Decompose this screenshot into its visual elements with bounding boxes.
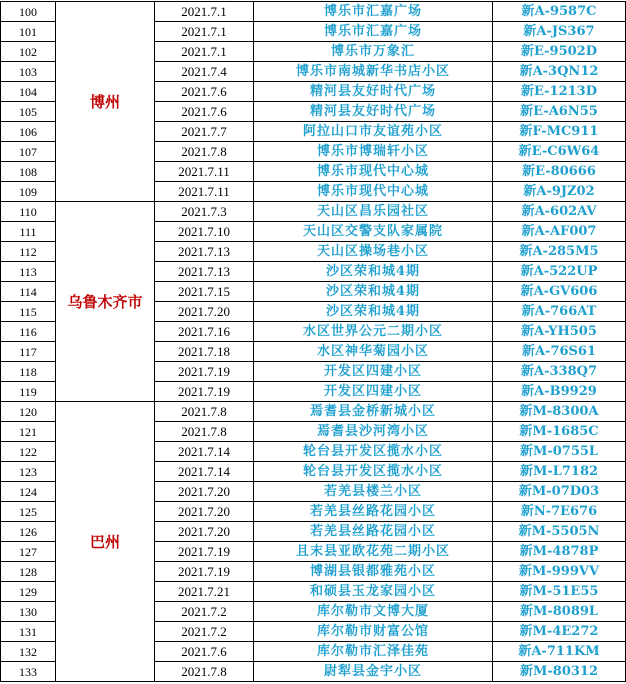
records-table bbox=[0, 1, 626, 682]
row-number-cell: 116 bbox=[1, 322, 56, 342]
license-plate-cell: 新M-5505N bbox=[493, 522, 626, 542]
date-cell: 2021.7.14 bbox=[155, 462, 254, 482]
date-cell: 2021.7.3 bbox=[155, 202, 254, 222]
license-plate-cell: 新M-51E55 bbox=[493, 582, 626, 602]
location-cell: 和硕县玉龙家园小区 bbox=[254, 582, 493, 602]
license-plate-cell: 新M-L7182 bbox=[493, 462, 626, 482]
date-cell: 2021.7.7 bbox=[155, 122, 254, 142]
date-cell: 2021.7.6 bbox=[155, 642, 254, 662]
date-cell: 2021.7.8 bbox=[155, 662, 254, 682]
date-cell: 2021.7.1 bbox=[155, 22, 254, 42]
row-number-cell: 109 bbox=[1, 182, 56, 202]
license-plate-cell: 新M-4878P bbox=[493, 542, 626, 562]
date-cell: 2021.7.20 bbox=[155, 502, 254, 522]
license-plate-cell: 新A-285M5 bbox=[493, 242, 626, 262]
license-plate-cell: 新A-9JZ02 bbox=[493, 182, 626, 202]
location-cell: 若羌县丝路花园小区 bbox=[254, 502, 493, 522]
row-number-cell: 110 bbox=[1, 202, 56, 222]
date-cell: 2021.7.20 bbox=[155, 302, 254, 322]
license-plate-cell: 新M-999VV bbox=[493, 562, 626, 582]
row-number-cell: 128 bbox=[1, 562, 56, 582]
row-number-cell: 113 bbox=[1, 262, 56, 282]
row-number-cell: 126 bbox=[1, 522, 56, 542]
license-plate-cell: 新M-0755L bbox=[493, 442, 626, 462]
license-plate-cell: 新A-602AV bbox=[493, 202, 626, 222]
date-cell: 2021.7.8 bbox=[155, 422, 254, 442]
row-number-cell: 131 bbox=[1, 622, 56, 642]
location-cell: 库尔勒市文博大厦 bbox=[254, 602, 493, 622]
license-plate-cell: 新A-766AT bbox=[493, 302, 626, 322]
date-cell: 2021.7.2 bbox=[155, 602, 254, 622]
location-cell: 焉耆县沙河湾小区 bbox=[254, 422, 493, 442]
date-cell: 2021.7.15 bbox=[155, 282, 254, 302]
location-cell: 博乐市汇嘉广场 bbox=[254, 2, 493, 22]
license-plate-cell: 新E-9502D bbox=[493, 42, 626, 62]
license-plate-cell: 新A-B9929 bbox=[493, 382, 626, 402]
date-cell: 2021.7.19 bbox=[155, 562, 254, 582]
date-cell: 2021.7.18 bbox=[155, 342, 254, 362]
location-cell: 水区神华菊园小区 bbox=[254, 342, 493, 362]
location-cell: 库尔勒市财富公馆 bbox=[254, 622, 493, 642]
location-cell: 沙区荣和城4期 bbox=[254, 302, 493, 322]
license-plate-cell: 新A-76S61 bbox=[493, 342, 626, 362]
location-cell: 博乐市南城新华书店小区 bbox=[254, 62, 493, 82]
license-plate-cell: 新A-711KM bbox=[493, 642, 626, 662]
region-cell: 巴州 bbox=[56, 402, 155, 682]
location-cell: 开发区四建小区 bbox=[254, 362, 493, 382]
location-cell: 天山区操场巷小区 bbox=[254, 242, 493, 262]
location-cell: 阿拉山口市友谊苑小区 bbox=[254, 122, 493, 142]
date-cell: 2021.7.13 bbox=[155, 262, 254, 282]
license-plate-cell: 新M-8300A bbox=[493, 402, 626, 422]
date-cell: 2021.7.16 bbox=[155, 322, 254, 342]
date-cell: 2021.7.11 bbox=[155, 182, 254, 202]
date-cell: 2021.7.14 bbox=[155, 442, 254, 462]
date-cell: 2021.7.19 bbox=[155, 362, 254, 382]
location-cell: 轮台县开发区揽水小区 bbox=[254, 462, 493, 482]
location-cell: 库尔勒市汇泽佳苑 bbox=[254, 642, 493, 662]
location-cell: 博乐市现代中心城 bbox=[254, 162, 493, 182]
license-plate-cell: 新E-1213D bbox=[493, 82, 626, 102]
row-number-cell: 132 bbox=[1, 642, 56, 662]
region-cell: 乌鲁木齐市 bbox=[56, 202, 155, 402]
date-cell: 2021.7.1 bbox=[155, 42, 254, 62]
table-row bbox=[1, 402, 626, 422]
location-cell: 博乐市现代中心城 bbox=[254, 182, 493, 202]
date-cell: 2021.7.19 bbox=[155, 382, 254, 402]
location-cell: 天山区昌乐园社区 bbox=[254, 202, 493, 222]
date-cell: 2021.7.6 bbox=[155, 82, 254, 102]
license-plate-cell: 新A-338Q7 bbox=[493, 362, 626, 382]
location-cell: 博乐市汇嘉广场 bbox=[254, 22, 493, 42]
records-table-body bbox=[1, 2, 626, 682]
row-number-cell: 115 bbox=[1, 302, 56, 322]
row-number-cell: 127 bbox=[1, 542, 56, 562]
location-cell: 若羌县楼兰小区 bbox=[254, 482, 493, 502]
row-number-cell: 105 bbox=[1, 102, 56, 122]
row-number-cell: 102 bbox=[1, 42, 56, 62]
location-cell: 尉犁县金宇小区 bbox=[254, 662, 493, 682]
row-number-cell: 106 bbox=[1, 122, 56, 142]
row-number-cell: 107 bbox=[1, 142, 56, 162]
table-row bbox=[1, 2, 626, 22]
license-plate-cell: 新A-AF007 bbox=[493, 222, 626, 242]
license-plate-cell: 新A-3QN12 bbox=[493, 62, 626, 82]
date-cell: 2021.7.11 bbox=[155, 162, 254, 182]
table-row bbox=[1, 202, 626, 222]
date-cell: 2021.7.20 bbox=[155, 482, 254, 502]
license-plate-cell: 新A-YH505 bbox=[493, 322, 626, 342]
row-number-cell: 117 bbox=[1, 342, 56, 362]
license-plate-cell: 新E-A6N55 bbox=[493, 102, 626, 122]
row-number-cell: 121 bbox=[1, 422, 56, 442]
license-plate-cell: 新N-7E676 bbox=[493, 502, 626, 522]
location-cell: 若羌县丝路花园小区 bbox=[254, 522, 493, 542]
date-cell: 2021.7.2 bbox=[155, 622, 254, 642]
row-number-cell: 125 bbox=[1, 502, 56, 522]
row-number-cell: 112 bbox=[1, 242, 56, 262]
row-number-cell: 118 bbox=[1, 362, 56, 382]
license-plate-cell: 新M-80312 bbox=[493, 662, 626, 682]
row-number-cell: 124 bbox=[1, 482, 56, 502]
location-cell: 轮台县开发区揽水小区 bbox=[254, 442, 493, 462]
location-cell: 沙区荣和城4期 bbox=[254, 282, 493, 302]
row-number-cell: 120 bbox=[1, 402, 56, 422]
date-cell: 2021.7.6 bbox=[155, 102, 254, 122]
license-plate-cell: 新A-9587C bbox=[493, 2, 626, 22]
date-cell: 2021.7.1 bbox=[155, 2, 254, 22]
date-cell: 2021.7.8 bbox=[155, 402, 254, 422]
region-cell: 博州 bbox=[56, 2, 155, 202]
row-number-cell: 104 bbox=[1, 82, 56, 102]
date-cell: 2021.7.21 bbox=[155, 582, 254, 602]
date-cell: 2021.7.19 bbox=[155, 542, 254, 562]
location-cell: 且末县亚欧花苑二期小区 bbox=[254, 542, 493, 562]
row-number-cell: 100 bbox=[1, 2, 56, 22]
location-cell: 博乐市博瑞轩小区 bbox=[254, 142, 493, 162]
location-cell: 水区世界公元二期小区 bbox=[254, 322, 493, 342]
license-plate-cell: 新E-C6W64 bbox=[493, 142, 626, 162]
location-cell: 博湖县银都雅苑小区 bbox=[254, 562, 493, 582]
location-cell: 天山区交警支队家属院 bbox=[254, 222, 493, 242]
location-cell: 博乐市万象汇 bbox=[254, 42, 493, 62]
location-cell: 焉耆县金桥新城小区 bbox=[254, 402, 493, 422]
location-cell: 精河县友好时代广场 bbox=[254, 82, 493, 102]
license-plate-cell: 新E-80666 bbox=[493, 162, 626, 182]
row-number-cell: 130 bbox=[1, 602, 56, 622]
license-plate-cell: 新A-522UP bbox=[493, 262, 626, 282]
license-plate-cell: 新A-GV606 bbox=[493, 282, 626, 302]
date-cell: 2021.7.8 bbox=[155, 142, 254, 162]
license-plate-cell: 新A-JS367 bbox=[493, 22, 626, 42]
row-number-cell: 101 bbox=[1, 22, 56, 42]
location-cell: 沙区荣和城4期 bbox=[254, 262, 493, 282]
row-number-cell: 133 bbox=[1, 662, 56, 682]
date-cell: 2021.7.13 bbox=[155, 242, 254, 262]
license-plate-cell: 新M-8089L bbox=[493, 602, 626, 622]
license-plate-cell: 新M-4E272 bbox=[493, 622, 626, 642]
row-number-cell: 114 bbox=[1, 282, 56, 302]
row-number-cell: 122 bbox=[1, 442, 56, 462]
row-number-cell: 129 bbox=[1, 582, 56, 602]
row-number-cell: 119 bbox=[1, 382, 56, 402]
row-number-cell: 103 bbox=[1, 62, 56, 82]
license-plate-cell: 新M-1685C bbox=[493, 422, 626, 442]
location-cell: 精河县友好时代广场 bbox=[254, 102, 493, 122]
license-plate-cell: 新M-07D03 bbox=[493, 482, 626, 502]
date-cell: 2021.7.4 bbox=[155, 62, 254, 82]
license-plate-cell: 新F-MC911 bbox=[493, 122, 626, 142]
date-cell: 2021.7.10 bbox=[155, 222, 254, 242]
date-cell: 2021.7.20 bbox=[155, 522, 254, 542]
row-number-cell: 108 bbox=[1, 162, 56, 182]
location-cell: 开发区四建小区 bbox=[254, 382, 493, 402]
row-number-cell: 123 bbox=[1, 462, 56, 482]
row-number-cell: 111 bbox=[1, 222, 56, 242]
